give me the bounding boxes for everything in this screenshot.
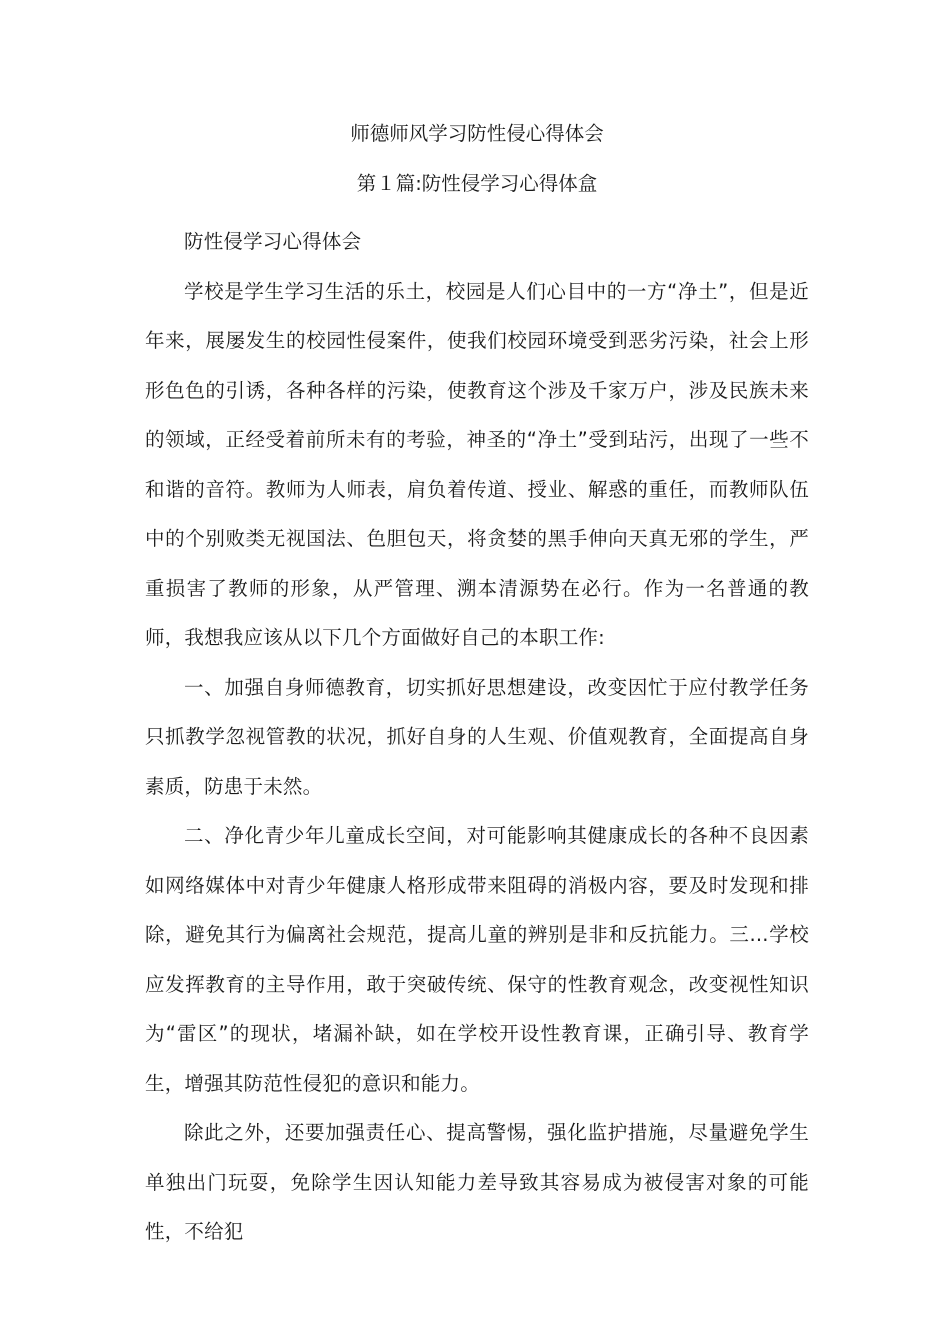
document-body [145,117,809,1257]
document-title: 师德师风学习防性侵心得体会 [350,122,604,145]
paragraph-additional: 除此之外，还要加强责任心、提高警惕，强化监护措施，尽量避免学生单独出门玩耍，免除学生因认知能力差导致其容易成为被侵害对象的可能性，不给犯 [145,1121,809,1243]
section-heading: 防性侵学习心得体会 [184,230,362,253]
paragraph-point-one: 一、加强自身师德教育，切实抓好思想建设，改变因忙于应付教学任务只抓教学忽视管教的状况，抓好自身的人生观、价值观教育，全面提高自身素质，防患于未然。 [145,675,809,798]
document-subtitle: 第１篇:防性侵学习心得体盒 [356,172,598,195]
paragraph-intro: 学校是学生学习生活的乐土，校园是人们心目中的一方“净土”，但是近年来，展屡发生的校园性侵案件，使我们校园环境受到恶劣污染，社会上形形色色的引诱，各种各样的污染，使教育这个涉及千家万户，涉及民族未来的领域，正经受着前所未有的考验，神圣的“净土”受到玷污，出现了一些不和谐的音符。教师为人师表，肩负着传道、授业、解惑的重任，而教师队伍中的个别败类无视国法、色胆包天，将贪婪的黑手伸向天真无邪的学生，严重损害了教师的形象，从严管理、溯本清源势在必行。作为一名普通的教师，我想我应该从以下几个方面做好自己的本职工作: [145,279,809,649]
paragraph-point-two: 二、净化青少年儿童成长空间，对可能影响其健康成长的各种不良因素如网络媒体中对青少年健康人格形成带来阻碍的消极内容，要及时发现和排除，避免其行为偏离社会规范，提高儿童的辨别是非和反抗能力。三...学校应发挥教育的主导作用，敢于突破传统、保守的性教育观念，改变视性知识为“雷区”的现状，堵漏补缺，如在学校开设性教育课，正确引导、教育学生，增强其防范性侵犯的意识和能力。 [145,824,809,1095]
